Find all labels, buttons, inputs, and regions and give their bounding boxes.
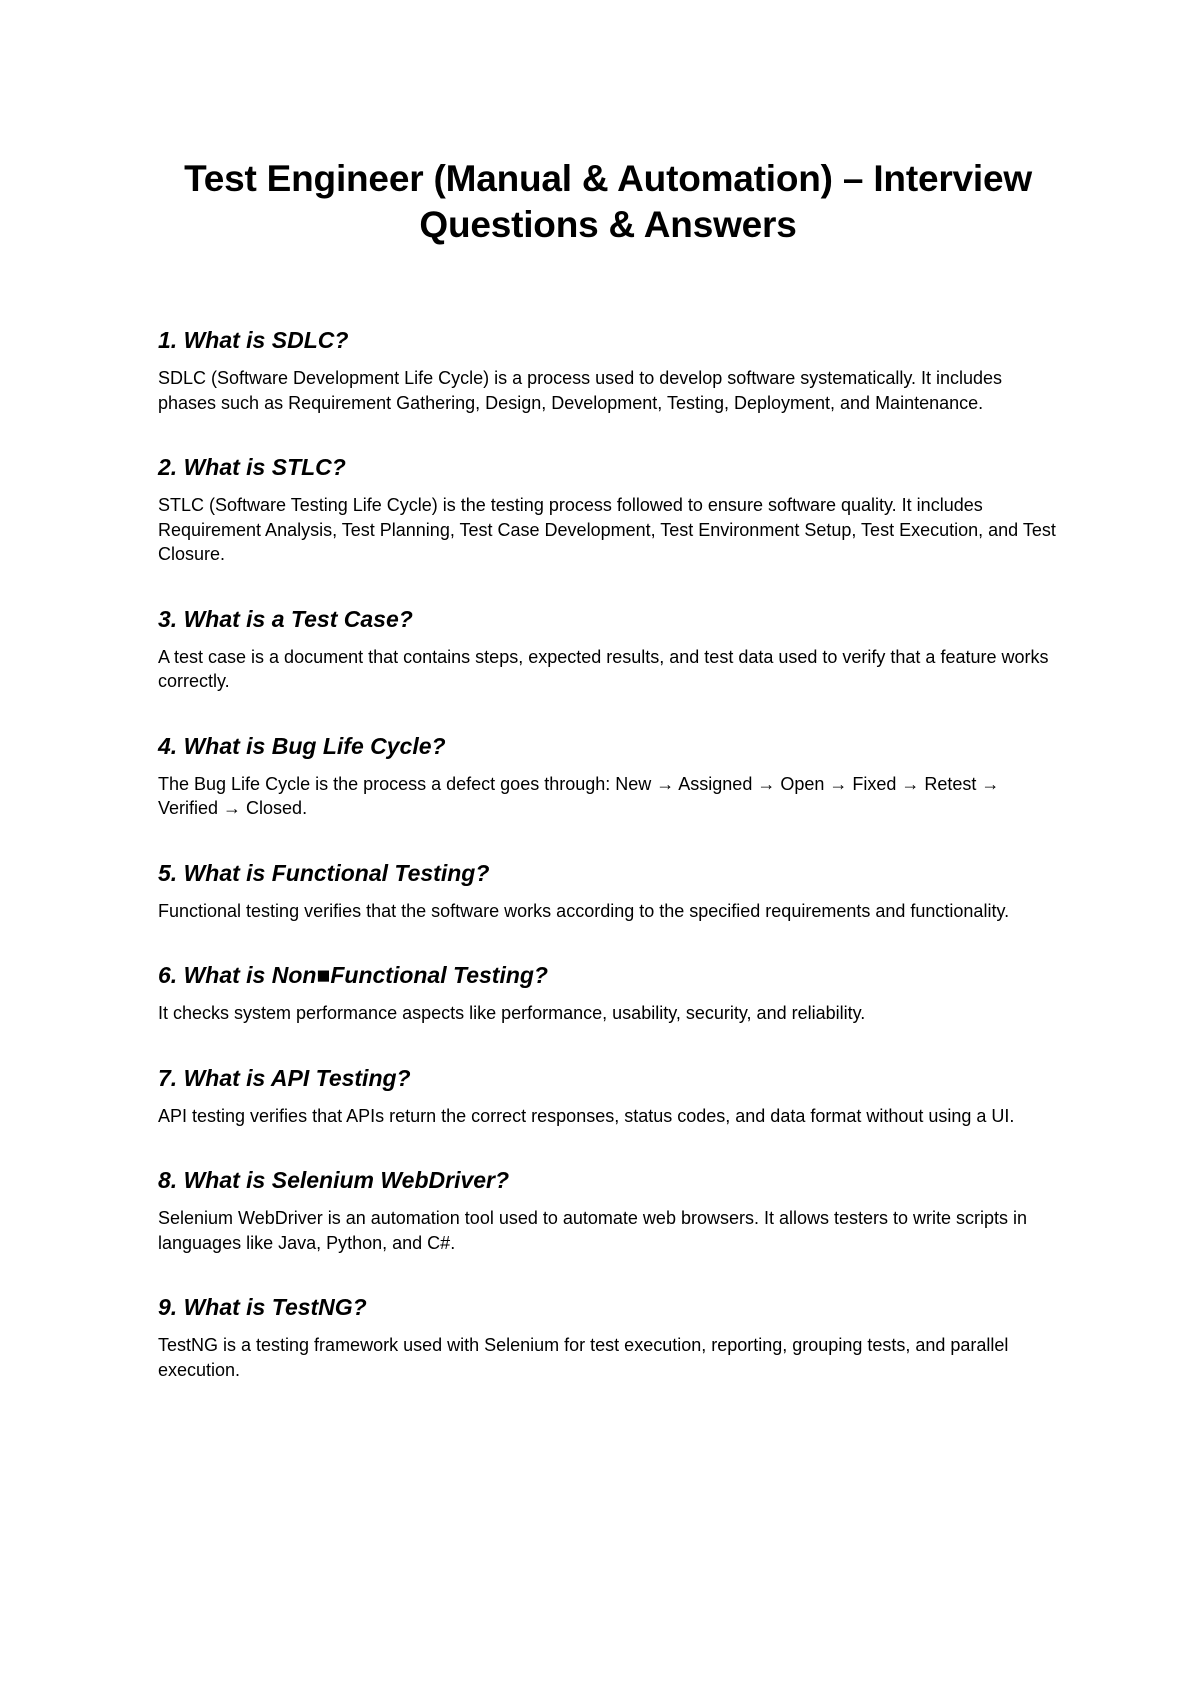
answer-text: Selenium WebDriver is an automation tool used to automate web browsers. It allows testers to write scripts in languages like Java, Python, and C#. — [158, 1208, 1028, 1253]
qa-item — [158, 453, 1058, 567]
answer-text: API testing verifies that APIs return the correct responses, status codes, and data format without using a UI. — [158, 1105, 1015, 1126]
answer-text: It checks system performance aspects like performance, usability, security, and reliability. — [158, 1003, 866, 1023]
qa-item — [158, 1166, 1058, 1255]
answer-text: SDLC (Software Development Life Cycle) is a process used to develop software systematically. It includes phases such as Requirement Gathering, Design, Development, Testing, Deployment, and Maintenance. — [158, 368, 1003, 413]
question-heading: 1. What is SDLC? — [158, 327, 349, 353]
question-heading: 5. What is Functional Testing? — [158, 859, 490, 886]
question-heading: 3. What is a Test Case? — [158, 605, 413, 632]
answer-text: STLC (Software Testing Life Cycle) is the testing process followed to ensure software quality. It includes Requirement Analysis, Test Planning, Test Case Development, Test Environment Setup, Test Execution, and Test Closure. — [158, 495, 1056, 564]
qa-item — [158, 732, 1058, 821]
question-heading: 6. What is Non■Functional Testing? — [158, 962, 548, 988]
qa-list — [158, 326, 1058, 1382]
page-title: Test Engineer (Manual & Automation) – Interview Questions & Answers — [184, 158, 1032, 245]
answer-text: Functional testing verifies that the software works according to the specified requirements and functionality. — [158, 900, 1010, 921]
question-heading: 2. What is STLC? — [158, 454, 346, 480]
question-heading: 9. What is TestNG? — [158, 1294, 367, 1320]
qa-item — [158, 961, 1058, 1026]
question-heading: 7. What is API Testing? — [158, 1064, 411, 1091]
answer-text: TestNG is a testing framework used with Selenium for test execution, reporting, grouping tests, and parallel execution. — [158, 1335, 1009, 1380]
question-heading: 8. What is Selenium WebDriver? — [158, 1167, 510, 1193]
qa-item — [158, 326, 1058, 415]
qa-item — [158, 859, 1058, 924]
qa-item — [158, 1293, 1058, 1382]
qa-item — [158, 605, 1058, 694]
answer-text: A test case is a document that contains steps, expected results, and test data used to verify that a feature works correctly. — [158, 646, 1049, 691]
answer-text: The Bug Life Cycle is the process a defect goes through: New → Assigned → Open → Fixed → Retest → Verified → Closed. — [158, 773, 1000, 818]
question-heading: 4. What is Bug Life Cycle? — [158, 732, 446, 759]
qa-item — [158, 1064, 1058, 1129]
